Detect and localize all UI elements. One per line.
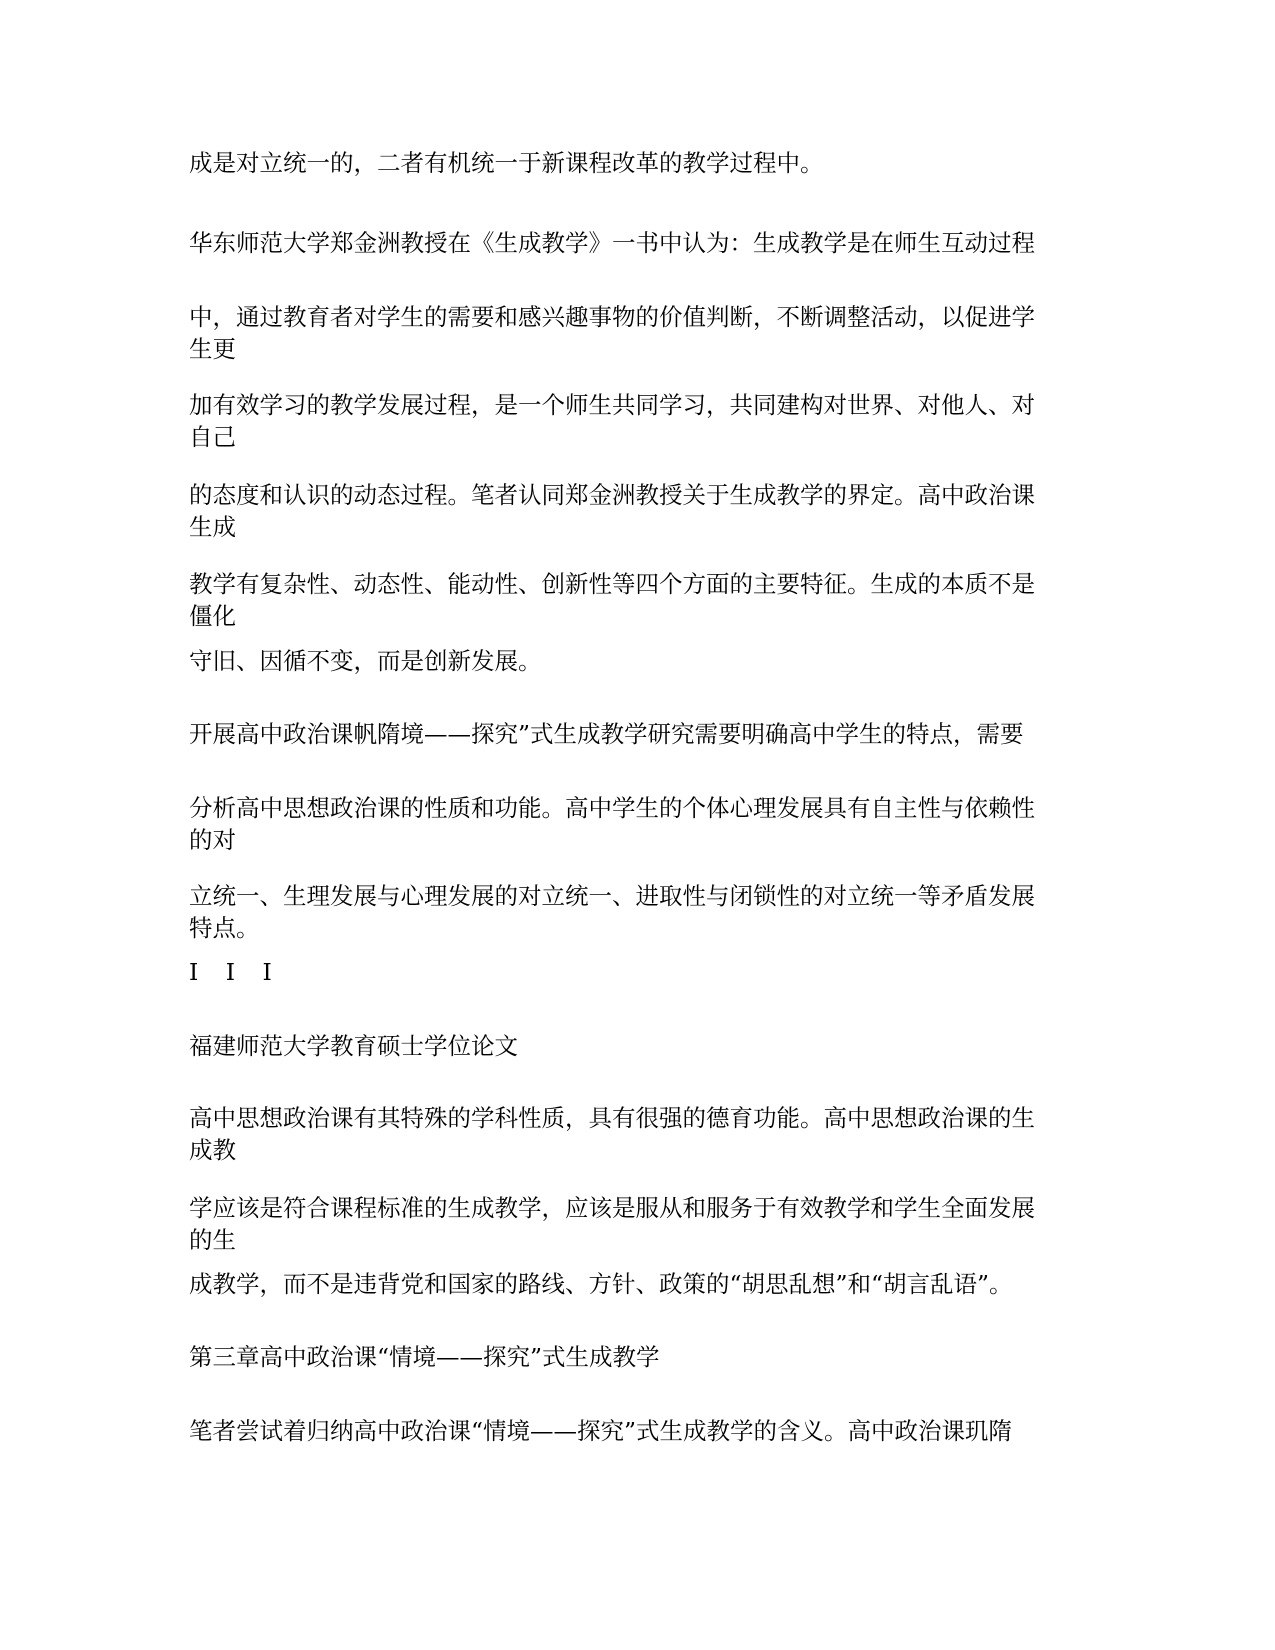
paragraph-11: 高中思想政治课有其特殊的学科性质，具有很强的德育功能。高中思想政治课的生 成教 [189, 1104, 1035, 1164]
thesis-header: 福建师范大学教育硕士学位论文 [189, 1032, 518, 1060]
paragraph-9: 分析高中思想政治课的性质和功能。高中学生的个体心理发展具有自主性与依赖性 的对 [189, 794, 1035, 854]
paragraph-10: 立统一、生理发展与心理发展的对立统一、进取性与闭锁性的对立统一等矛盾发展 特点。 [189, 882, 1035, 942]
paragraph-13: 成教学，而不是违背党和国家的路线、方针、政策的“胡思乱想”和“胡言乱语”。 [189, 1270, 1013, 1298]
paragraph-4: 加有效学习的教学发展过程，是一个师生共同学习，共同建构对世界、对他人、对 自己 [189, 391, 1035, 451]
paragraph-14: 笔者尝试着归纳高中政治课“情境——探究”式生成教学的含义。高中政治课玑隋 [189, 1417, 1013, 1445]
chapter-heading: 第三章高中政治课“情境——探究”式生成教学 [189, 1343, 660, 1371]
page-number-roman: I I I [189, 958, 282, 986]
paragraph-12: 学应该是符合课程标准的生成教学，应该是服从和服务于有效教学和学生全面发展 的生 [189, 1194, 1035, 1254]
paragraph-8: 开展高中政治课帆隋境——探究”式生成教学研究需要明确高中学生的特点，需要 [189, 720, 1024, 748]
paragraph-6: 教学有复杂性、动态性、能动性、创新性等四个方面的主要特征。生成的本质不是 僵化 [189, 570, 1035, 630]
paragraph-5: 的态度和认识的动态过程。笔者认同郑金洲教授关于生成教学的界定。高中政治课 生成 [189, 481, 1035, 541]
paragraph-3: 中，通过教育者对学生的需要和感兴趣事物的价值判断，不断调整活动，以促进学 生更 [189, 303, 1035, 363]
paragraph-2: 华东师范大学郑金洲教授在《生成教学》一书中认为：生成教学是在师生互动过程 [189, 229, 1035, 257]
paragraph-1: 成是对立统一的，二者有机统一于新课程改革的教学过程中。 [189, 149, 824, 177]
paragraph-7: 守旧、因循不变，而是创新发展。 [189, 647, 542, 675]
